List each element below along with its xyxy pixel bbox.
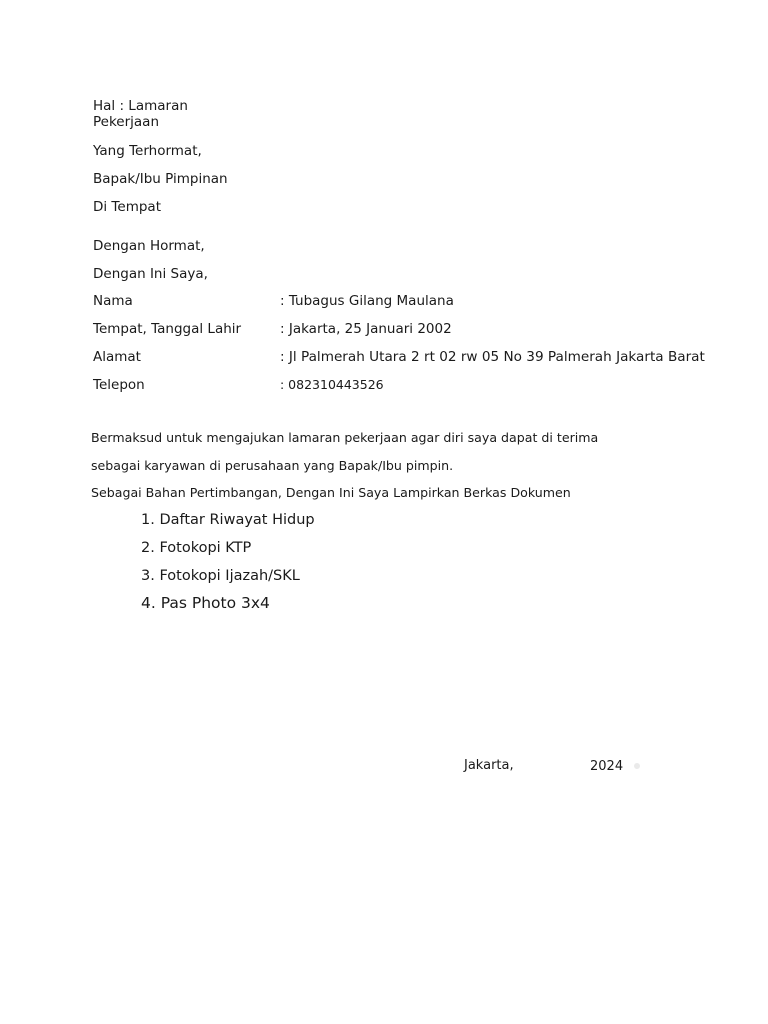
field-value-birth: : Jakarta, 25 Januari 2002 xyxy=(280,321,452,337)
attachment-item: 4. Pas Photo 3x4 xyxy=(141,594,270,612)
signature-year: 2024 xyxy=(590,759,624,774)
body-line-2: sebagai karyawan di perusahaan yang Bapak/Ibu pimpin. xyxy=(91,458,454,473)
subject-line-1: Hal : Lamaran xyxy=(93,98,188,114)
greeting: Dengan Hormat, xyxy=(93,238,205,254)
scan-mark xyxy=(634,763,640,769)
field-label-address: Alamat xyxy=(93,349,141,365)
attachment-item: 1. Daftar Riwayat Hidup xyxy=(141,512,315,528)
field-value-address: : Jl Palmerah Utara 2 rt 02 rw 05 No 39 Palmerah Jakarta Barat xyxy=(280,349,705,365)
body-line-1: Bermaksud untuk mengajukan lamaran pekerjaan agar diri saya dapat di terima xyxy=(91,430,599,445)
intro: Dengan Ini Saya, xyxy=(93,266,208,282)
salutation: Yang Terhormat, xyxy=(93,143,202,159)
signature-city: Jakarta, xyxy=(464,758,514,773)
attachment-item: 2. Fotokopi KTP xyxy=(141,540,252,556)
field-value-name: : Tubagus Gilang Maulana xyxy=(280,293,454,309)
field-label-name: Nama xyxy=(93,293,133,309)
body-line-3: Sebagai Bahan Pertimbangan, Dengan Ini Saya Lampirkan Berkas Dokumen xyxy=(91,485,571,500)
subject-line-2: Pekerjaan xyxy=(93,114,160,130)
place: Di Tempat xyxy=(93,199,161,215)
field-value-phone: : 082310443526 xyxy=(280,377,384,392)
attachment-item: 3. Fotokopi Ijazah/SKL xyxy=(141,568,300,584)
field-label-phone: Telepon xyxy=(93,377,145,393)
recipient: Bapak/Ibu Pimpinan xyxy=(93,171,228,187)
field-label-birth: Tempat, Tanggal Lahir xyxy=(93,321,242,337)
subject xyxy=(93,98,213,130)
